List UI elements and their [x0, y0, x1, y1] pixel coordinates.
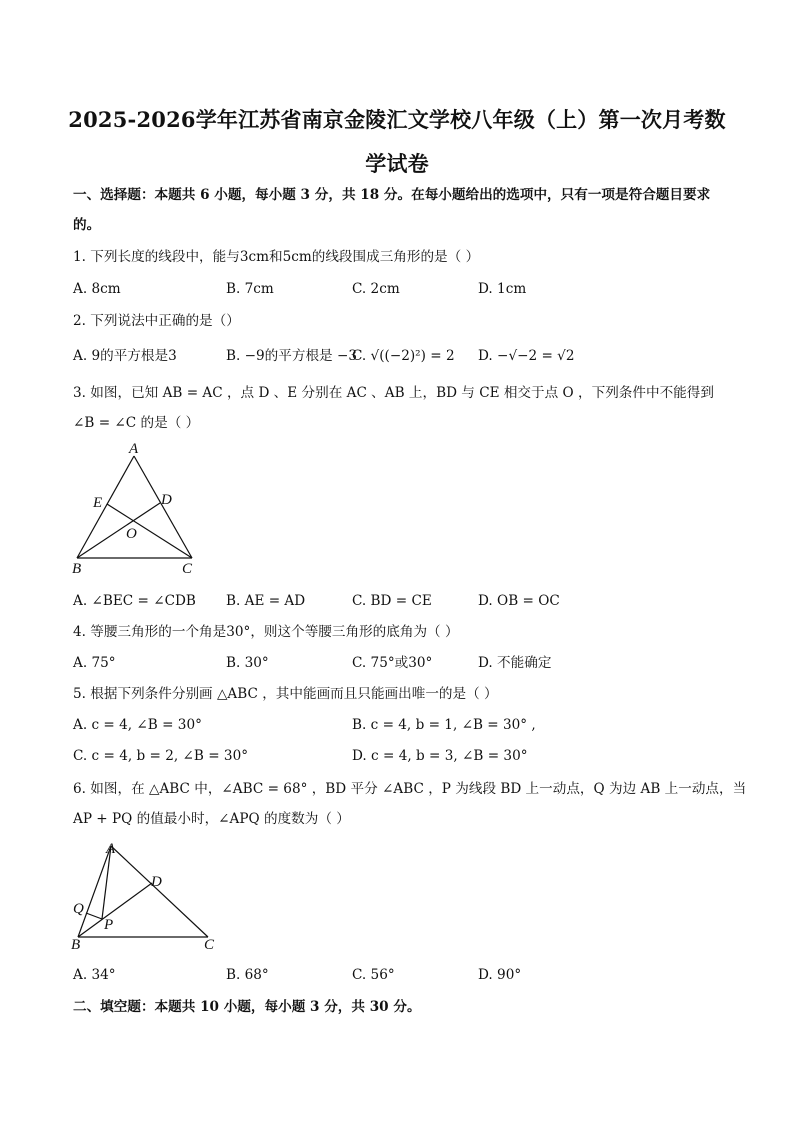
q3-label-c: C: [182, 561, 193, 577]
q2-option-c: C. √((−2)²) = 2: [352, 348, 455, 364]
q6-label-q: Q: [73, 901, 84, 917]
q3-triangle-figure: [60, 440, 210, 585]
q3-label-o: O: [126, 526, 137, 542]
q1-option-b: B. 7cm: [226, 281, 274, 297]
q6-label-c: C: [204, 937, 215, 953]
q3-label-b: B: [72, 561, 82, 577]
q4-option-a: A. 75°: [73, 655, 116, 671]
q3-option-c: C. BD = CE: [352, 593, 432, 609]
q6-triangle-figure: [65, 835, 235, 955]
q1-option-d: D. 1cm: [478, 281, 527, 297]
q6-option-b: B. 68°: [226, 967, 269, 983]
q3-option-a: A. ∠BEC = ∠CDB: [73, 593, 196, 609]
q5-stem: 5. 根据下列条件分别画 △ABC ，其中能画而且只能画出唯一的是（ ）: [73, 686, 498, 702]
q6-label-p: P: [104, 917, 114, 933]
q6-label-a: A: [106, 841, 116, 857]
exam-title-line1: 2025-2026学年江苏省南京金陵汇文学校八年级（上）第一次月考数: [68, 107, 726, 132]
q3-stem-line1: 3. 如图，已知 AB = AC ，点 D 、E 分别在 AC 、AB 上，BD 与 CE 相交于点 O ，下列条件中不能得到: [73, 385, 714, 401]
q4-option-b: B. 30°: [226, 655, 269, 671]
q5-option-a: A. c = 4, ∠B = 30°: [73, 717, 202, 733]
q4-stem: 4. 等腰三角形的一个角是30°，则这个等腰三角形的底角为（ ）: [73, 624, 459, 640]
q3-stem-line2: ∠B = ∠C 的是（ ）: [73, 415, 200, 431]
q1-stem: 1. 下列长度的线段中，能与3cm和5cm的线段围成三角形的是（ ）: [73, 249, 480, 265]
q2-stem: 2. 下列说法中正确的是（）: [73, 313, 240, 329]
section1-heading-line1: 一、选择题：本题共 6 小题，每小题 3 分，共 18 分。在每小题给出的选项中，只有一项是符合题目要求: [73, 187, 711, 203]
q6-option-c: C. 56°: [352, 967, 395, 983]
q6-stem-line1: 6. 如图，在 △ABC 中，∠ABC = 68° ，BD 平分 ∠ABC ，P 为线段 BD 上一动点，Q 为边 AB 上一动点，当: [73, 781, 747, 797]
q2-option-b: B. −9的平方根是 −3: [226, 348, 357, 364]
section1-heading-line2: 的。: [73, 217, 101, 233]
q3-label-e: E: [93, 495, 103, 511]
q5-option-c: C. c = 4, b = 2, ∠B = 30°: [73, 748, 249, 764]
q2-option-d: D. −√−2 = √2: [478, 348, 575, 364]
q6-option-a: A. 34°: [73, 967, 116, 983]
exam-title-line2: 学试卷: [365, 151, 429, 176]
q2-option-a: A. 9的平方根是3: [73, 348, 177, 364]
q4-option-c: C. 75°或30°: [352, 655, 433, 671]
q6-label-b: B: [71, 937, 81, 953]
q3-label-a: A: [129, 441, 139, 457]
q6-option-d: D. 90°: [478, 967, 522, 983]
q6-stem-line2: AP + PQ 的值最小时，∠APQ 的度数为（ ）: [73, 811, 350, 827]
q3-label-d: D: [161, 492, 172, 508]
q1-option-a: A. 8cm: [73, 281, 121, 297]
q3-option-b: B. AE = AD: [226, 593, 306, 609]
q3-option-d: D. OB = OC: [478, 593, 560, 609]
q4-option-d: D. 不能确定: [478, 655, 552, 671]
q6-label-d: D: [151, 874, 162, 890]
q5-option-b: B. c = 4, b = 1, ∠B = 30° ,: [352, 717, 536, 733]
section2-heading: 二、填空题：本题共 10 小题，每小题 3 分，共 30 分。: [73, 999, 421, 1015]
q5-option-d: D. c = 4, b = 3, ∠B = 30°: [352, 748, 528, 764]
q1-option-c: C. 2cm: [352, 281, 400, 297]
